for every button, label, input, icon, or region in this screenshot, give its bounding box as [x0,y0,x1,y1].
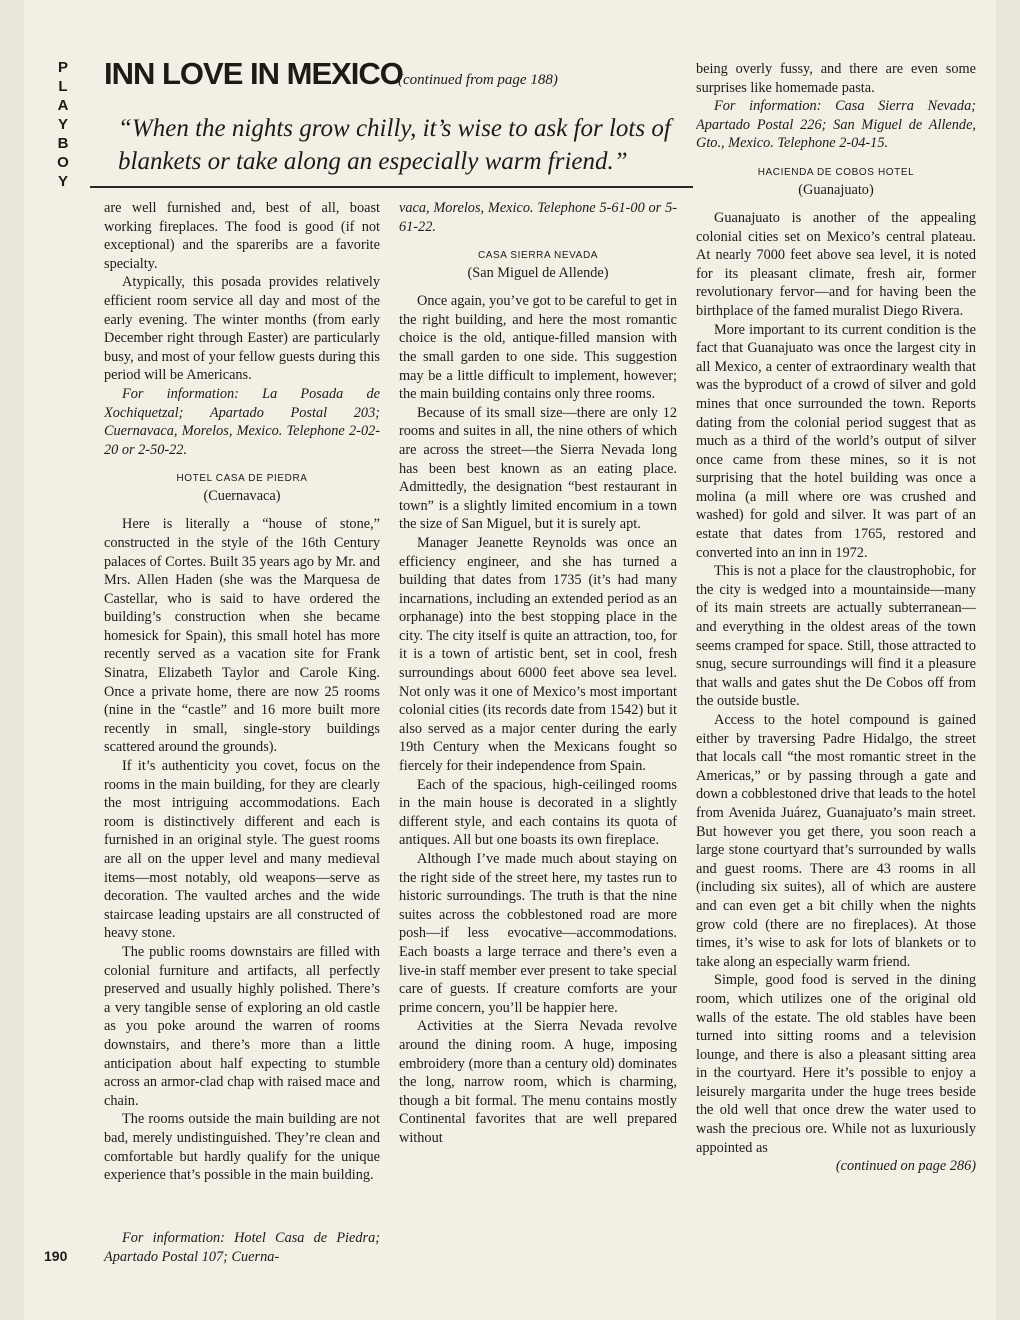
paragraph: This is not a place for the claustrophobic, for the city is wedged into a mountainside—many of its main streets are actually subterranean—and everything in the oldest areas of the town seems cramped for space. Still, those attracted to snug, secure surroundings will find it a pleasure that walls and gates shut the De Cobos off from the outside bustle. [696,563,976,710]
header-rule [90,186,693,188]
paragraph: If it’s authenticity you covet, focus on the rooms in the main building, for they are clearly the most intriguing accommodations. Each room is distinctively different and each is furnished in an original style. The guest rooms are all on the upper level and many medieval items—most notably, old weapons—serve as decoration. The vaulted arches and the wide staircase leading upstairs are all constructed of heavy stone. [104,758,380,942]
column-2 [399,199,677,1279]
column-1 [104,199,380,1257]
sidebar-letter: B [57,135,69,152]
pull-quote: “When the nights grow chilly, it’s wise to ask for lots of blankets or take along an especially warm friend.” [118,115,671,175]
hotel-location: (Cuernavaca) [203,488,281,505]
sidebar-letter: L [58,78,68,95]
magazine-name-vertical [52,58,74,191]
info-paragraph: For information: Casa Sierra Nevada; Apartado Postal 226; San Miguel de Allende, Gto., Mexico. Telephone 2-04-15. [696,98,976,152]
sidebar-letter: Y [57,173,68,190]
hotel-heading [104,471,380,505]
sidebar-letter: O [57,154,69,171]
sidebar-letter: P [57,59,68,76]
paragraph: More important to its current condition is the fact that Guanajuato was once the largest city in all Mexico, a center of extraordinary wealth that was the byproduct of a crowd of silver and gold mines that once surrounded the town. Reports dating from the colonial period suggest that as much as a third of the world’s output of silver once came from these mines, so it is not surprising that the hotel building was once a molina (a mill where ore was crushed and washed) for gold and silver. It was part of an estate that dates from 1765, restored and converted into an inn in 1972. [696,321,976,561]
info-paragraph: For information: Hotel Casa de Piedra; Apartado Postal 107; Cuerna- [104,1230,380,1265]
info-paragraph: For information: La Posada de Xochiquetzal; Apartado Postal 203; Cuernavaca, Morelos, Mexico. Telephone 2-02-20 or 2-50-22. [104,385,380,458]
paragraph: Each of the spacious, high-ceilinged rooms in the main house is decorated in a slightly different style, and each contains its quota of antiques. All but one boasts its own fireplace. [399,776,677,849]
article-title: INN LOVE IN MEXICO [104,56,403,91]
paragraph: The rooms outside the main building are not bad, merely undistinguished. They’re clean and comfortable but hardly qualify for the unique experience that’s possible in the main building. [104,1111,380,1184]
sidebar-letter: Y [57,116,68,133]
paragraph: being overly fussy, and there are even some surprises like homemade pasta. [696,61,976,96]
paragraph: Once again, you’ve got to be careful to get in the right building, and here the most romantic choice is the old, antique-filled mansion with the small garden to one side. This suggestion may be a little difficult to implement, however; the main building contains only three rooms. [399,293,677,403]
paragraph: Simple, good food is served in the dining room, which utilizes one of the original old walls of the estate. The old stables have been turned into sitting rooms and a television lounge, and there is also a pleasant sitting area in the courtyard. Here it’s possible to enjoy a leisurely margarita under the huge trees beside the old well that once drew the water used to wash the precious ore. While not as luxuriously appointed as [696,972,976,1156]
continued-on-note: (continued on page 286) [835,1158,976,1175]
page-number: 190 [44,1248,68,1264]
paragraph: Atypically, this posada provides relatively efficient room service all day and most of the early evening. The winter months (from early December right through Easter) are particularly busy, and most of your fellow guests during this period will be Americans. [104,274,380,384]
hotel-location: (San Miguel de Allende) [467,265,609,282]
continued-from-note: (continued from page 188) [398,72,558,88]
column-1-info-end [104,1229,380,1266]
info-paragraph: vaca, Morelos, Mexico. Telephone 5-61-00 or 5-61-22. [399,200,677,235]
paragraph: Although I’ve made much about staying on the right side of the street here, my tastes run to historic surroundings. The truth is that the nine suites across the cobblestoned road are more posh—if less evocative—accommodations. Each boasts a large terrace and there’s even a live-in staff member ever present to take special care of guests. If creature comforts are your prime concern, you’ll be happier here. [399,851,677,1016]
paragraph: Because of its small size—there are only 12 rooms and suites in all, the nine others of which are across the street—the Sierra Nevada long has been best known as an eating place. Admittedly, the designation “best restaurant in town” is a slightly limited encomium in a town the size of San Miguel, but it is surely apt. [399,404,677,533]
paragraph: Here is literally a “house of stone,” constructed in the style of the 16th Century palaces of Cortes. Built 35 years ago by Mr. and Mrs. Allen Haden (she was the Marquesa de Castellar, who is said to have ordered the building’s construction when she became homesick for Spain), this small hotel has more recently served as a vacation site for Frank Sinatra, Elizabeth Taylor and Carole King. Once a private home, there are now 25 rooms (nine in the “castle” and 16 more built more recently in small, single-story buildings scattered around the grounds). [104,516,380,756]
paragraph: Guanajuato is another of the appealing colonial cities set on Mexico’s central plateau. At nearly 7000 feet above sea level, it is noted for its pleasant climate, fresh air, former revolutionary fervor—and for having been the birthplace of the famed muralist Diego Rivera. [696,209,976,319]
hotel-heading [399,248,677,282]
hotel-name: CASA SIERRA NEVADA [477,250,599,262]
paragraph: are well furnished and, best of all, boast working fireplaces. The food is good (if not exceptional) and the spareribs are a favorite specialty. [104,200,380,272]
paragraph: Activities at the Sierra Nevada revolve around the dining room. A huge, imposing embroidery (more than a century old) dominates the long, narrow room, which is charming, though a bit formal. The menu contains mostly Continental favorites that are well prepared without [399,1018,677,1146]
paragraph: Manager Jeanette Reynolds was once an efficiency engineer, and she has turned a building that dates from 1735 (it’s had many incarnations, including an extended period as an orphanage) into the best stopping place in the city. The city itself is quite an attraction, too, for it is a town of artistic bent, set in cool, fresh surroundings about 6000 feet above sea level. Not only was it one of Mexico’s most important colonial cities (its records date from 1542) but it also served as a major center during the early 19th Century when the Mexicans fought so fiercely for their independence from Spain. [399,534,677,775]
paragraph: The public rooms downstairs are filled with colonial furniture and artifacts, all perfectly preserved and usually highly polished. There’s a very tangible sense of exploring an old castle as you poke around the warren of rooms downstairs, and there’s more than a little anticipation about half expecting to stumble across an armor-clad chap with raised mace and chain. [104,943,380,1109]
sidebar-letter: A [57,97,69,114]
paragraph: Access to the hotel compound is gained either by traversing Padre Hidalgo, the street that locals call “the most romantic street in the Americas,” or by passing through a gate and down a cobblestoned drive that leads to the hotel from Avenida Juárez, Guanajuato’s main street. But however you get there, you soon reach a large stone courtyard that’s surrounded by walls and guest rooms. There are 43 rooms in all (including six suites), all of which are austere and can even get a bit chilly when the nights grow cold (there are no fireplaces). At those times, it’s wise to ask for lots of blankets or to take along an especially warm friend. [696,712,976,970]
column-3 [696,60,976,1280]
hotel-heading [696,165,976,199]
hotel-location: (Guanajuato) [798,181,874,198]
hotel-name: HACIENDA DE COBOS HOTEL [757,166,915,178]
hotel-name: HOTEL CASA DE PIEDRA [176,473,308,485]
